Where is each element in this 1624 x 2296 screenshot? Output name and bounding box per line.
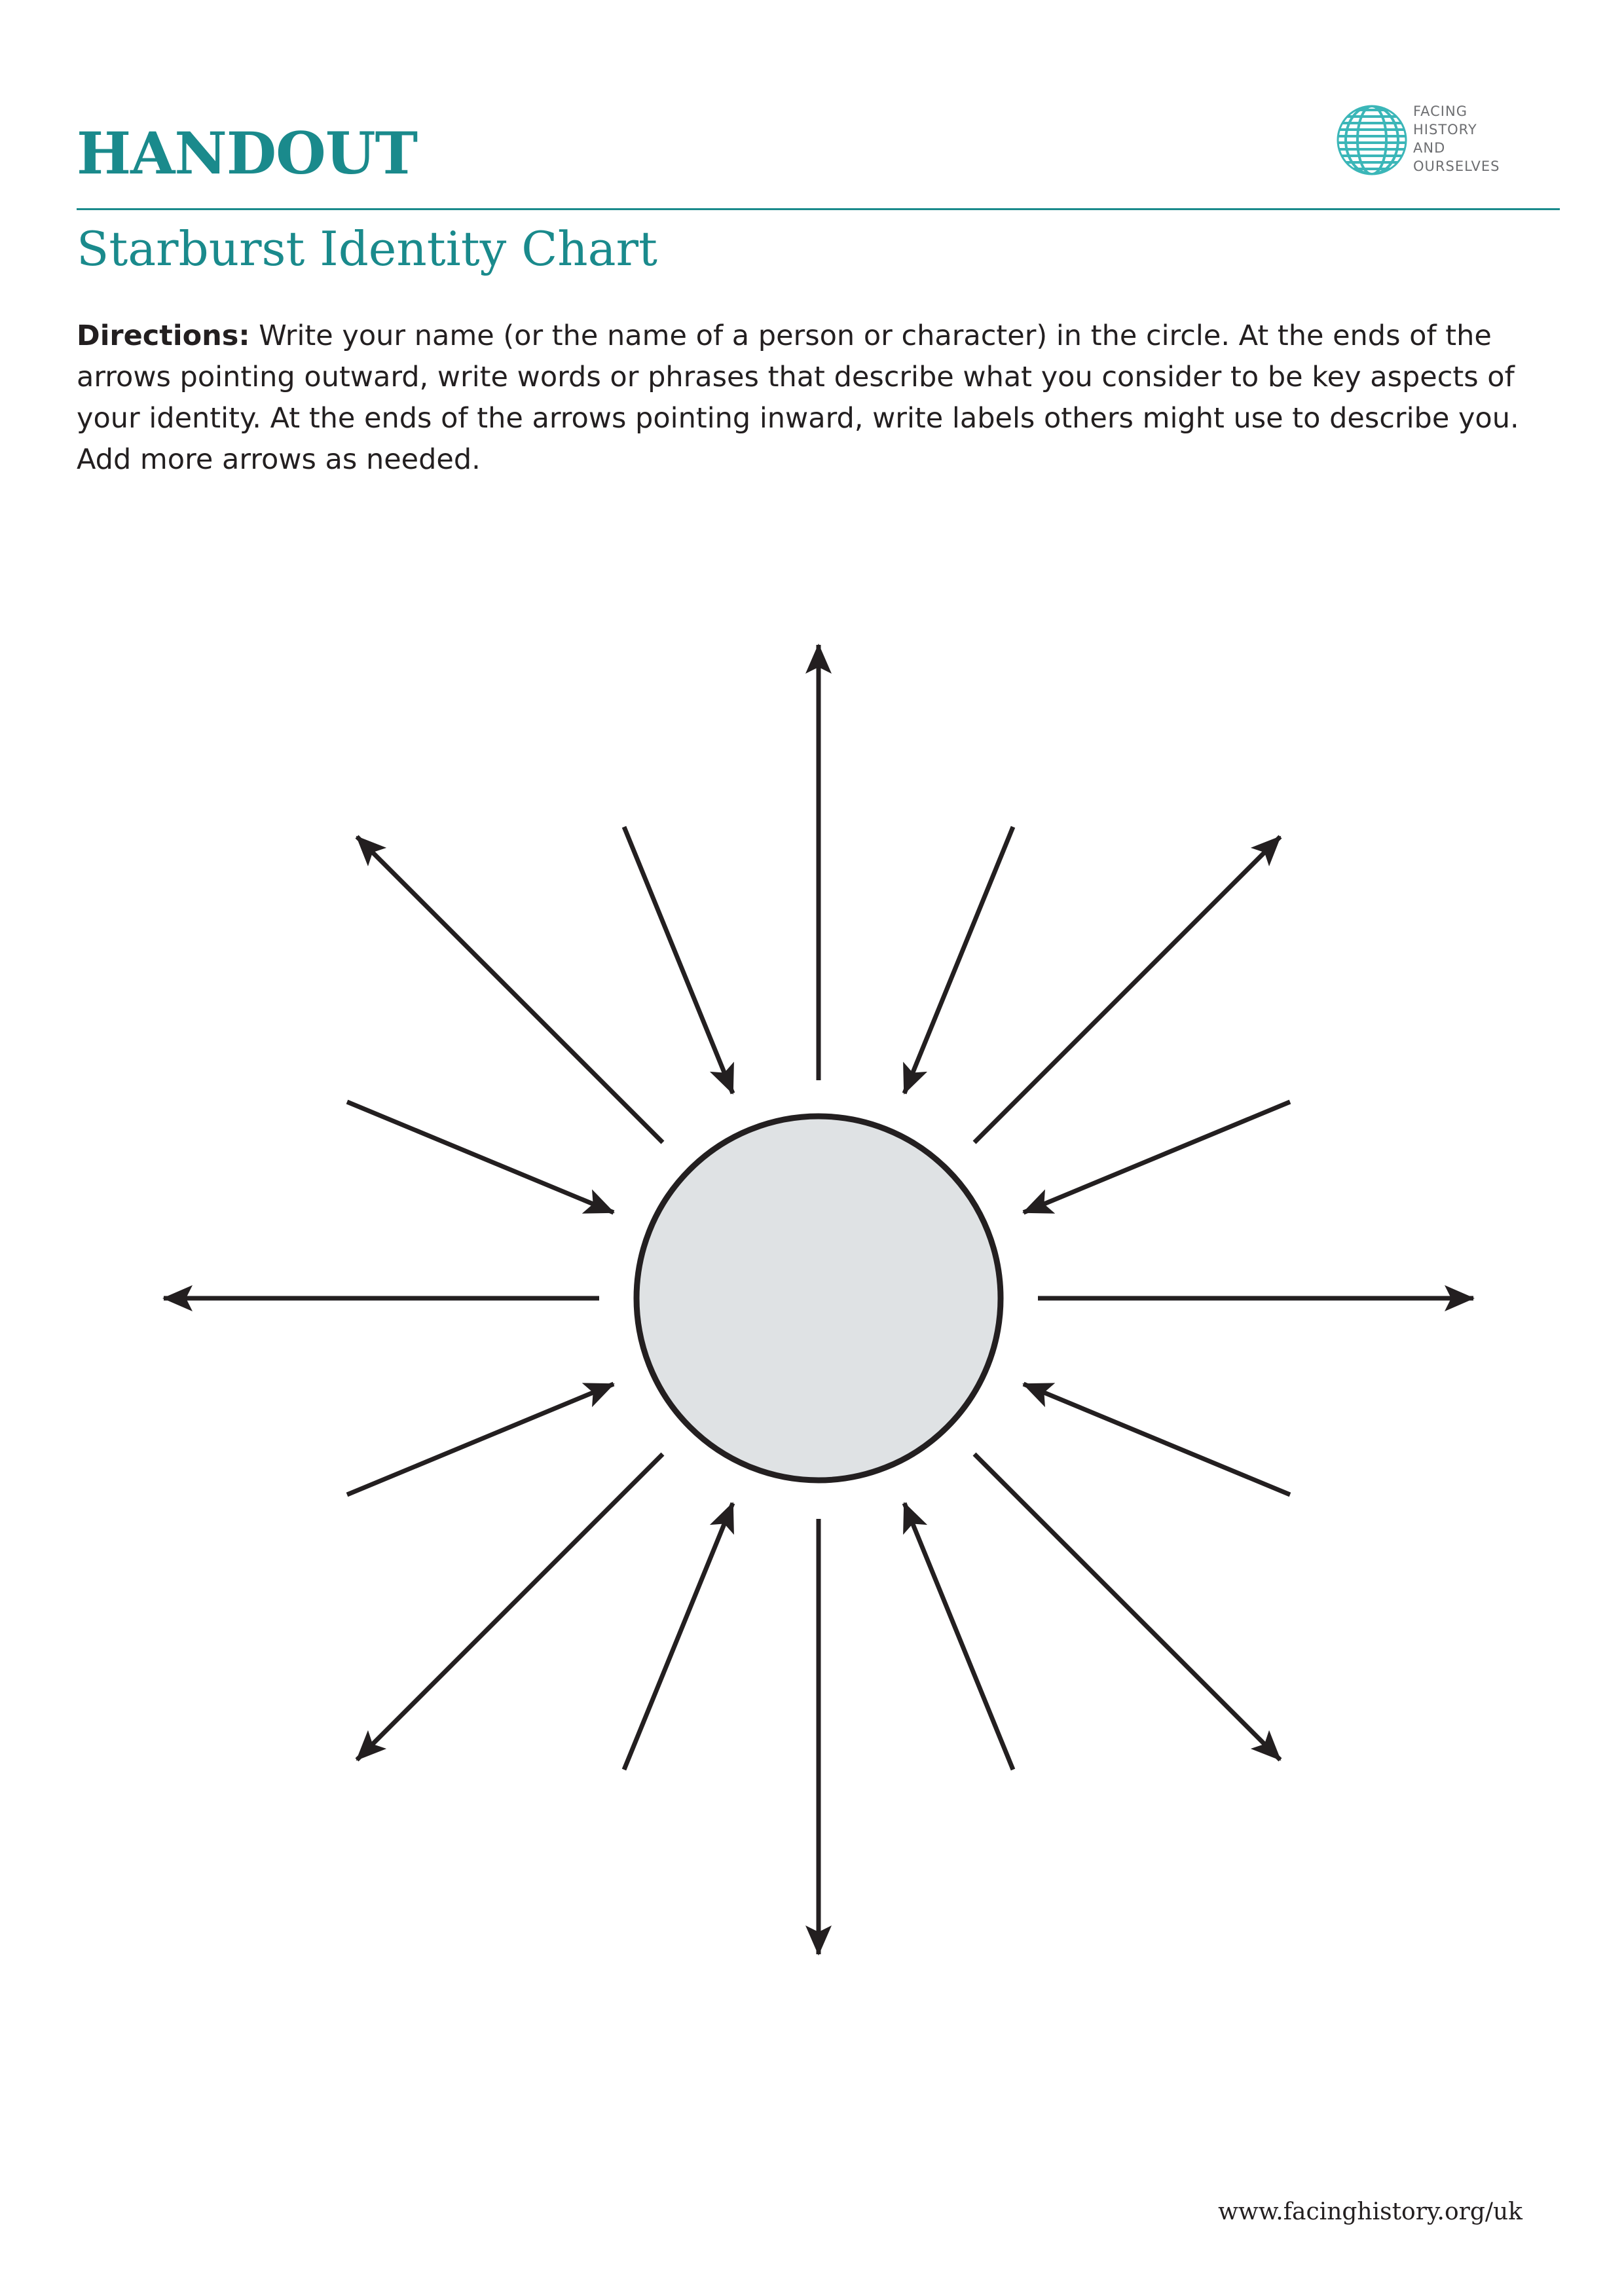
directions-label: Directions: [77, 319, 250, 352]
inward-arrow-lower-left [624, 1503, 733, 1770]
inward-arrow-left-upper [347, 1102, 614, 1212]
outward-arrow-upper-right [974, 837, 1280, 1142]
footer-url[interactable]: www.facinghistory.org/uk [1218, 2198, 1522, 2225]
outward-arrow-lower-left [357, 1454, 663, 1760]
logo-line: OURSELVES [1413, 158, 1500, 174]
page-subtitle: Starburst Identity Chart [77, 221, 657, 276]
logo-line: AND [1413, 140, 1446, 156]
inward-arrow-lower-right [904, 1503, 1013, 1770]
outward-arrow-upper-left [357, 837, 663, 1142]
inward-arrow-right-lower [1024, 1384, 1290, 1495]
inward-arrow-upper-right [904, 827, 1013, 1093]
outward-arrow-lower-right [974, 1454, 1280, 1760]
directions-text: Write your name (or the name of a person or character) in the circle. At the ends of the arrows pointing outward, write words or phrases that describe what you consider to be key aspects of your identity. At the ends of the arrows pointing inward, write labels others might use to describe you. Add more arrows as needed. [77, 319, 1519, 476]
inward-arrow-left-lower [347, 1384, 614, 1495]
identity-circle[interactable] [637, 1116, 1001, 1480]
logo-line: HISTORY [1413, 122, 1477, 137]
logo-line: FACING [1413, 103, 1467, 119]
handout-title: HANDOUT [77, 119, 418, 187]
inward-arrow-right-upper [1024, 1102, 1290, 1212]
inward-arrow-upper-left [624, 827, 733, 1093]
